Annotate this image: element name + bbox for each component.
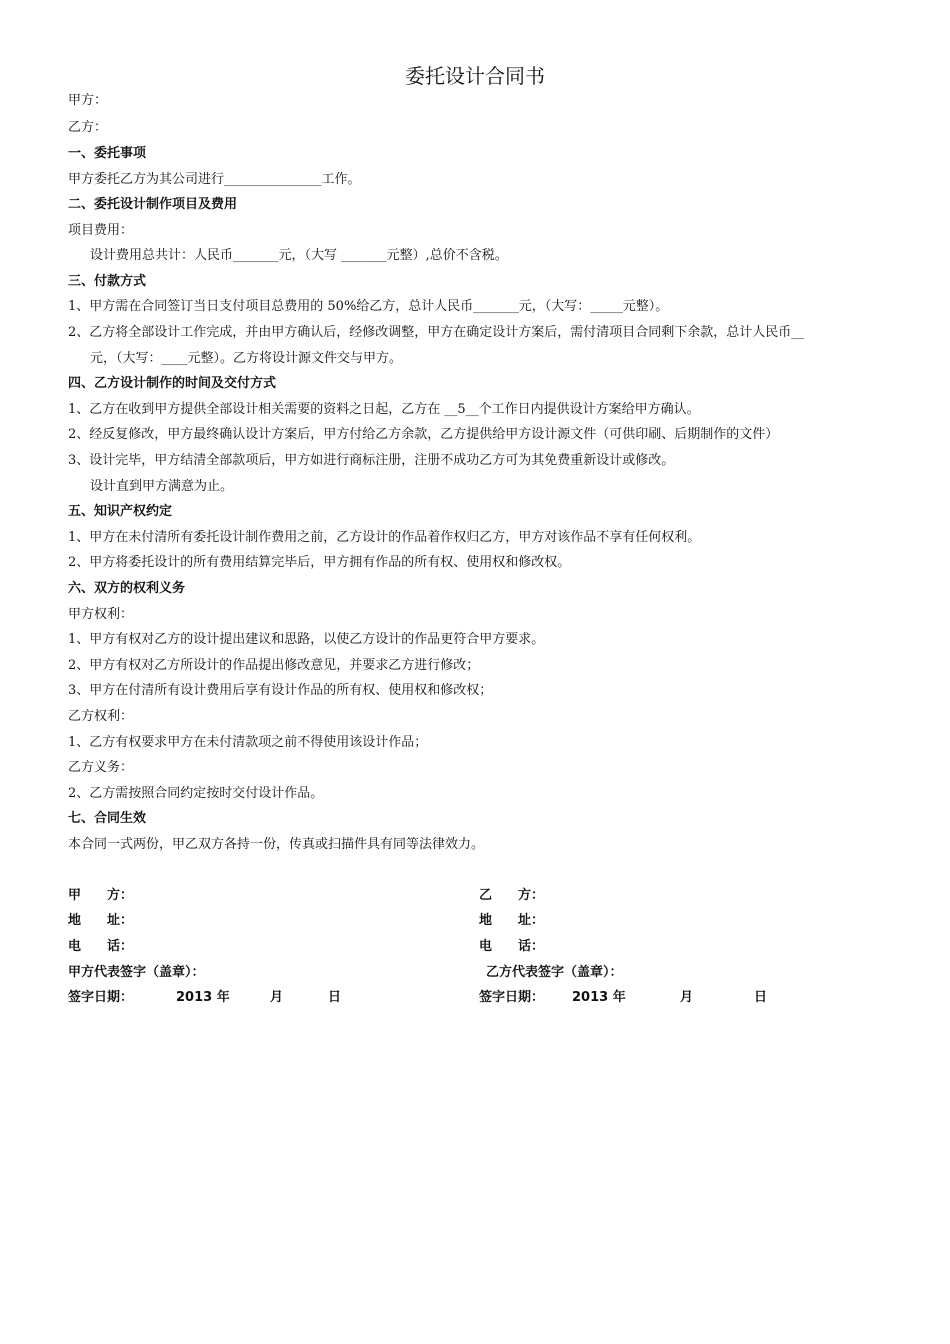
clause-text: 3、甲方在付清所有设计费用后享有设计作品的所有权、使用权和修改权； [68, 683, 493, 698]
party-b-line: 乙方： [68, 120, 108, 135]
section-heading-7: 七、合同生效 [68, 811, 147, 826]
clause-text: 2、甲方有权对乙方所设计的作品提出修改意见，并要求乙方进行修改； [68, 658, 480, 673]
clause-text: 元，（大写：____元整）。乙方将设计源文件交与甲方。 [90, 351, 403, 366]
clause-text: 1、乙方在收到甲方提供全部设计相关需要的资料之日起，乙方在 __5__个工作日内提供设计方案给甲方确认。 [68, 402, 700, 417]
clause-text: 1、甲方有权对乙方的设计提出建议和思路，以使乙方设计的作品更符合甲方要求。 [68, 632, 545, 647]
party-a-date-day: 日 [328, 990, 342, 1005]
party-a-date-label: 签字日期： [68, 990, 134, 1005]
party-a-address-label: 地 址： [68, 913, 134, 928]
clause-text: 设计直到甲方满意为止。 [90, 479, 234, 494]
party-b-date-day: 日 [754, 990, 768, 1005]
party-a-date-year: 2013 年 [176, 990, 230, 1005]
clause-text: 2、乙方将全部设计工作完成，并由甲方确认后，经修改调整，甲方在确定设计方案后，需付清项目合同剩下余款，总计人民币__ [68, 325, 805, 340]
clause-text: 1、乙方有权要求甲方在未付清款项之前不得使用该设计作品； [68, 735, 428, 750]
clause-text: 甲方权利： [68, 607, 134, 622]
document-title: 委托设计合同书 [405, 64, 545, 88]
party-b-phone-label: 电 话： [479, 939, 545, 954]
party-a-date-month: 月 [270, 990, 284, 1005]
clause-text: 1、甲方需在合同签订当日支付项目总费用的 50%给乙方，总计人民币_______元，（大写：_____元整）。 [68, 299, 669, 314]
party-a-name-label: 甲 方： [68, 888, 134, 903]
clause-text: 设计费用总共计：人民币_______元，（大写 _______元整）,总价不含税。 [90, 248, 508, 263]
party-b-date-label: 签字日期： [479, 990, 545, 1005]
clause-text: 2、甲方将委托设计的所有费用结算完毕后，甲方拥有作品的所有权、使用权和修改权。 [68, 555, 571, 570]
section-heading-4: 四、乙方设计制作的时间及交付方式 [68, 376, 277, 391]
clause-text: 乙方义务： [68, 760, 134, 775]
clause-text: 2、乙方需按照合同约定按时交付设计作品。 [68, 786, 324, 801]
party-b-address-label: 地 址： [479, 913, 545, 928]
section-heading-6: 六、双方的权利义务 [68, 581, 186, 596]
section-heading-5: 五、知识产权约定 [68, 504, 173, 519]
party-b-date-year: 2013 年 [572, 990, 626, 1005]
clause-text: 1、甲方在未付清所有委托设计制作费用之前，乙方设计的作品着作权归乙方，甲方对该作品不享有任何权利。 [68, 530, 701, 545]
clause-text: 项目费用： [68, 223, 134, 238]
clause-text: 甲方委托乙方为其公司进行_______________工作。 [68, 172, 361, 187]
party-a-line: 甲方： [68, 93, 108, 108]
party-b-date-month: 月 [680, 990, 694, 1005]
party-b-rep-label: 乙方代表签字（盖章）： [486, 965, 623, 980]
party-a-rep-label: 甲方代表签字（盖章）： [68, 965, 205, 980]
party-a-phone-label: 电 话： [68, 939, 134, 954]
clause-text: 乙方权利： [68, 709, 134, 724]
clause-text: 3、设计完毕，甲方结清全部款项后，甲方如进行商标注册，注册不成功乙方可为其免费重新设计或修改。 [68, 453, 675, 468]
section-heading-1: 一、委托事项 [68, 146, 147, 161]
clause-text: 2、经反复修改，甲方最终确认设计方案后，甲方付给乙方余款，乙方提供给甲方设计源文件（可供印刷、后期制作的文件） [68, 427, 779, 442]
party-b-name-label: 乙 方： [479, 888, 545, 903]
section-heading-3: 三、付款方式 [68, 274, 147, 289]
clause-text: 本合同一式两份，甲乙双方各持一份，传真或扫描件具有同等法律效力。 [68, 837, 485, 852]
section-heading-2: 二、委托设计制作项目及费用 [68, 197, 238, 212]
